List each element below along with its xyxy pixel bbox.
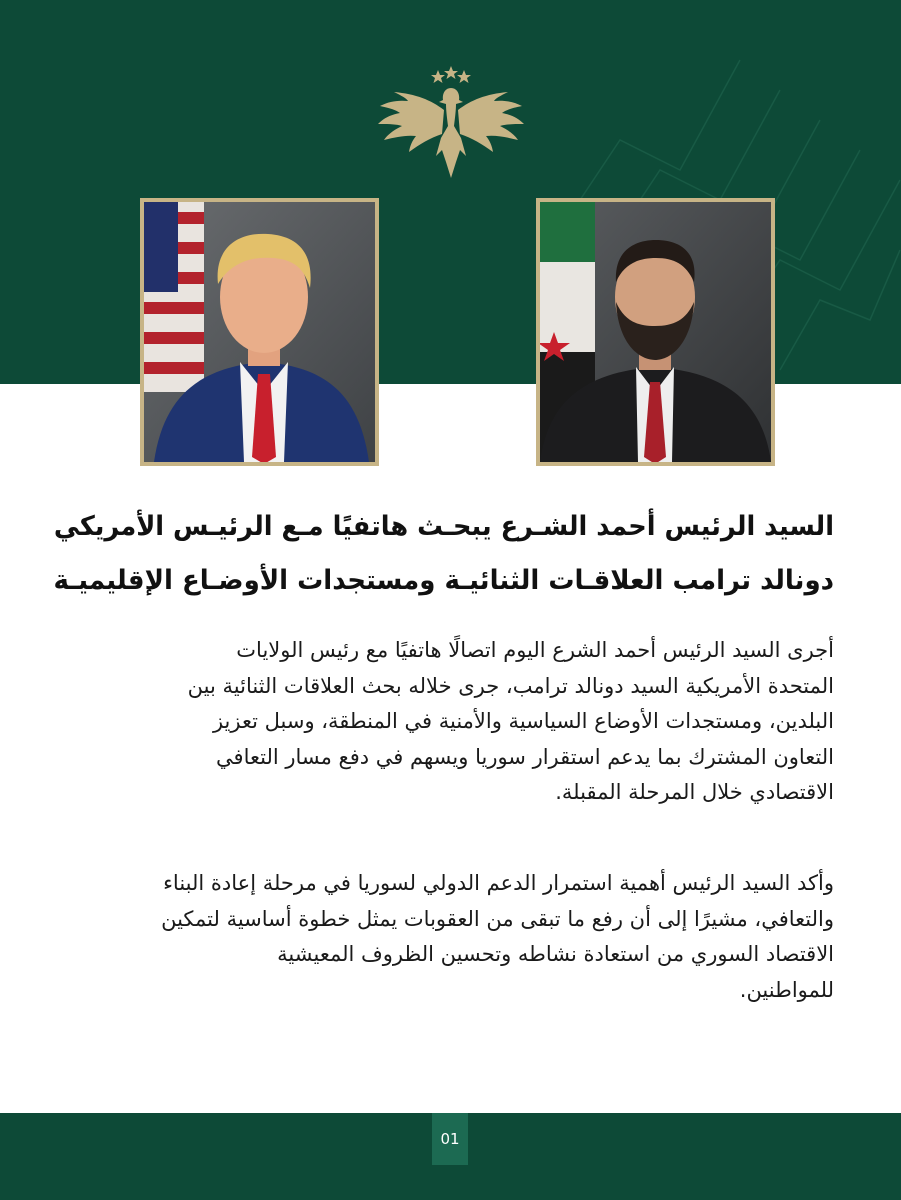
page-number: 01	[432, 1113, 468, 1165]
star-icon	[457, 70, 471, 83]
paragraph-line: والتعافي، مشيرًا إلى أن رفع ما تبقى من العقوبات يمثل خطوة أساسية لتمكين	[161, 906, 834, 931]
paragraph-2	[66, 866, 834, 1008]
al-sharaa-portrait-image	[540, 202, 771, 462]
headline-line-1: السيد الرئيس أحمد الشـرع يبحـث هاتفيًا مـع الرئيـس الأمريكي	[53, 511, 835, 542]
paragraph-line: الاقتصادي خلال المرحلة المقبلة.	[555, 780, 834, 804]
paragraph-line: البلدين، ومستجدات الأوضاع السياسية والأمنية في المنطقة، وسبل تعزيز	[212, 709, 834, 733]
headline	[54, 500, 834, 608]
headline-line-2: دونالد ترامب العلاقـات الثنائيـة ومستجدات الأوضـاع الإقليميـة	[53, 565, 835, 596]
photo-trump	[140, 198, 379, 466]
paragraph-line: المتحدة الأمريكية السيد دونالد ترامب، جرى خلاله بحث العلاقات الثنائية بين	[187, 673, 834, 698]
paragraph-line: الاقتصاد السوري من استعادة نشاطه وتحسين الظروف المعيشية	[277, 942, 834, 966]
paragraph-line: أجرى السيد الرئيس أحمد الشرع اليوم اتصالًا هاتفيًا مع رئيس الولايات	[236, 638, 834, 662]
trump-portrait-image	[144, 202, 375, 462]
photo-al-sharaa	[536, 198, 775, 466]
us-flag-icon	[144, 202, 204, 392]
star-icon	[444, 66, 458, 79]
paragraph-line: التعاون المشترك بما يدعم استقرار سوريا ويسهم في دفع مسار التعافي	[216, 744, 834, 769]
paragraph-line: للمواطنين.	[739, 977, 834, 1002]
paragraph-line: وأكد السيد الرئيس أهمية استمرار الدعم الدولي لسوريا في مرحلة إعادة البناء	[163, 871, 834, 895]
eagle-emblem-icon	[376, 66, 526, 181]
star-icon	[431, 70, 445, 83]
paragraph-1	[66, 633, 834, 811]
